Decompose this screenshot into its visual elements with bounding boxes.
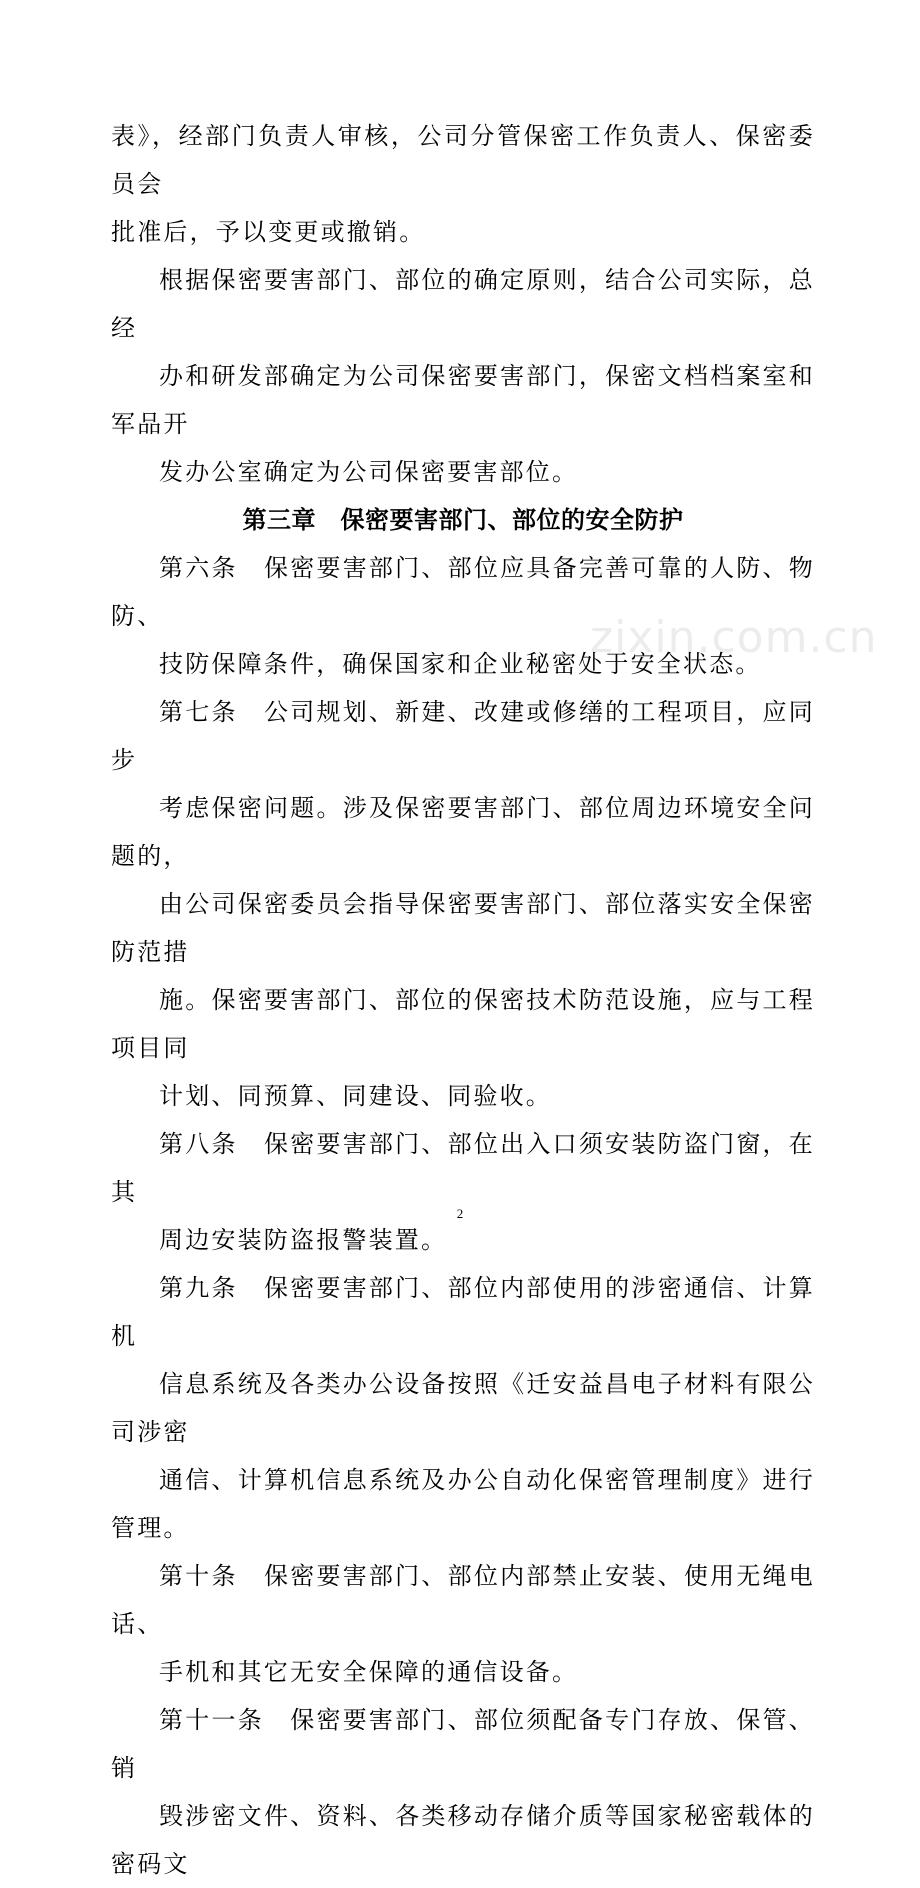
text-line: 毁涉密文件、资料、各类移动存储介质等国家秘密载体的密码文 <box>111 1802 815 1878</box>
text-line: 第八条 保密要害部门、部位出入口须安装防盗门窗，在其 <box>111 1130 815 1206</box>
body-paragraph <box>111 1696 815 1888</box>
text-line: 由公司保密委员会指导保密要害部门、部位落实安全保密防范措 <box>111 890 815 966</box>
text-line: 批准后，予以变更或撤销。 <box>111 218 426 246</box>
text-line: 信息系统及各类办公设备按照《迁安益昌电子材料有限公司涉密 <box>111 1370 815 1446</box>
text-line: 第六条 保密要害部门、部位应具备完善可靠的人防、物防、 <box>111 554 815 630</box>
text-line: 施。保密要害部门、部位的保密技术防范设施，应与工程项目同 <box>111 986 815 1062</box>
document-body <box>111 112 815 1888</box>
text-line: 第七条 公司规划、新建、改建或修缮的工程项目，应同步 <box>111 698 815 774</box>
body-paragraph <box>111 112 815 256</box>
text-line: 第十一条 保密要害部门、部位须配备专门存放、保管、销 <box>111 1706 815 1782</box>
text-line: 技防保障条件，确保国家和企业秘密处于安全状态。 <box>159 650 762 678</box>
body-paragraph <box>111 544 815 688</box>
text-line: 周边安装防盗报警装置。 <box>159 1226 448 1254</box>
text-line: 根据保密要害部门、部位的确定原则，结合公司实际，总经 <box>111 266 815 342</box>
text-line: 考虑保密问题。涉及保密要害部门、部位周边环境安全问题的， <box>111 794 815 870</box>
text-line: 表》，经部门负责人审核，公司分管保密工作负责人、保密委员会 <box>111 122 815 198</box>
text-line: 第九条 保密要害部门、部位内部使用的涉密通信、计算机 <box>111 1274 815 1350</box>
text-line: 发办公室确定为公司保密要害部位。 <box>159 458 579 486</box>
chapter-heading <box>111 496 815 544</box>
body-paragraph <box>111 688 815 1120</box>
text-line: 第十条 保密要害部门、部位内部禁止安装、使用无绳电话、 <box>111 1562 815 1638</box>
text-line: 通信、计算机信息系统及办公自动化保密管理制度》进行管理。 <box>111 1466 815 1542</box>
watermark: zixin.com.cn <box>590 612 878 663</box>
text-line: 计划、同预算、同建设、同验收。 <box>159 1082 552 1110</box>
page-number: 2 <box>456 1206 464 1221</box>
body-paragraph <box>111 1264 815 1552</box>
body-paragraph <box>111 1552 815 1696</box>
text-line: 手机和其它无安全保障的通信设备。 <box>159 1658 579 1686</box>
body-paragraph <box>111 1120 815 1264</box>
body-paragraph <box>111 256 815 496</box>
text-line: 办和研发部确定为公司保密要害部门，保密文档档案室和军品开 <box>111 362 815 438</box>
text-line: 第三章 保密要害部门、部位的安全防护 <box>242 506 684 534</box>
